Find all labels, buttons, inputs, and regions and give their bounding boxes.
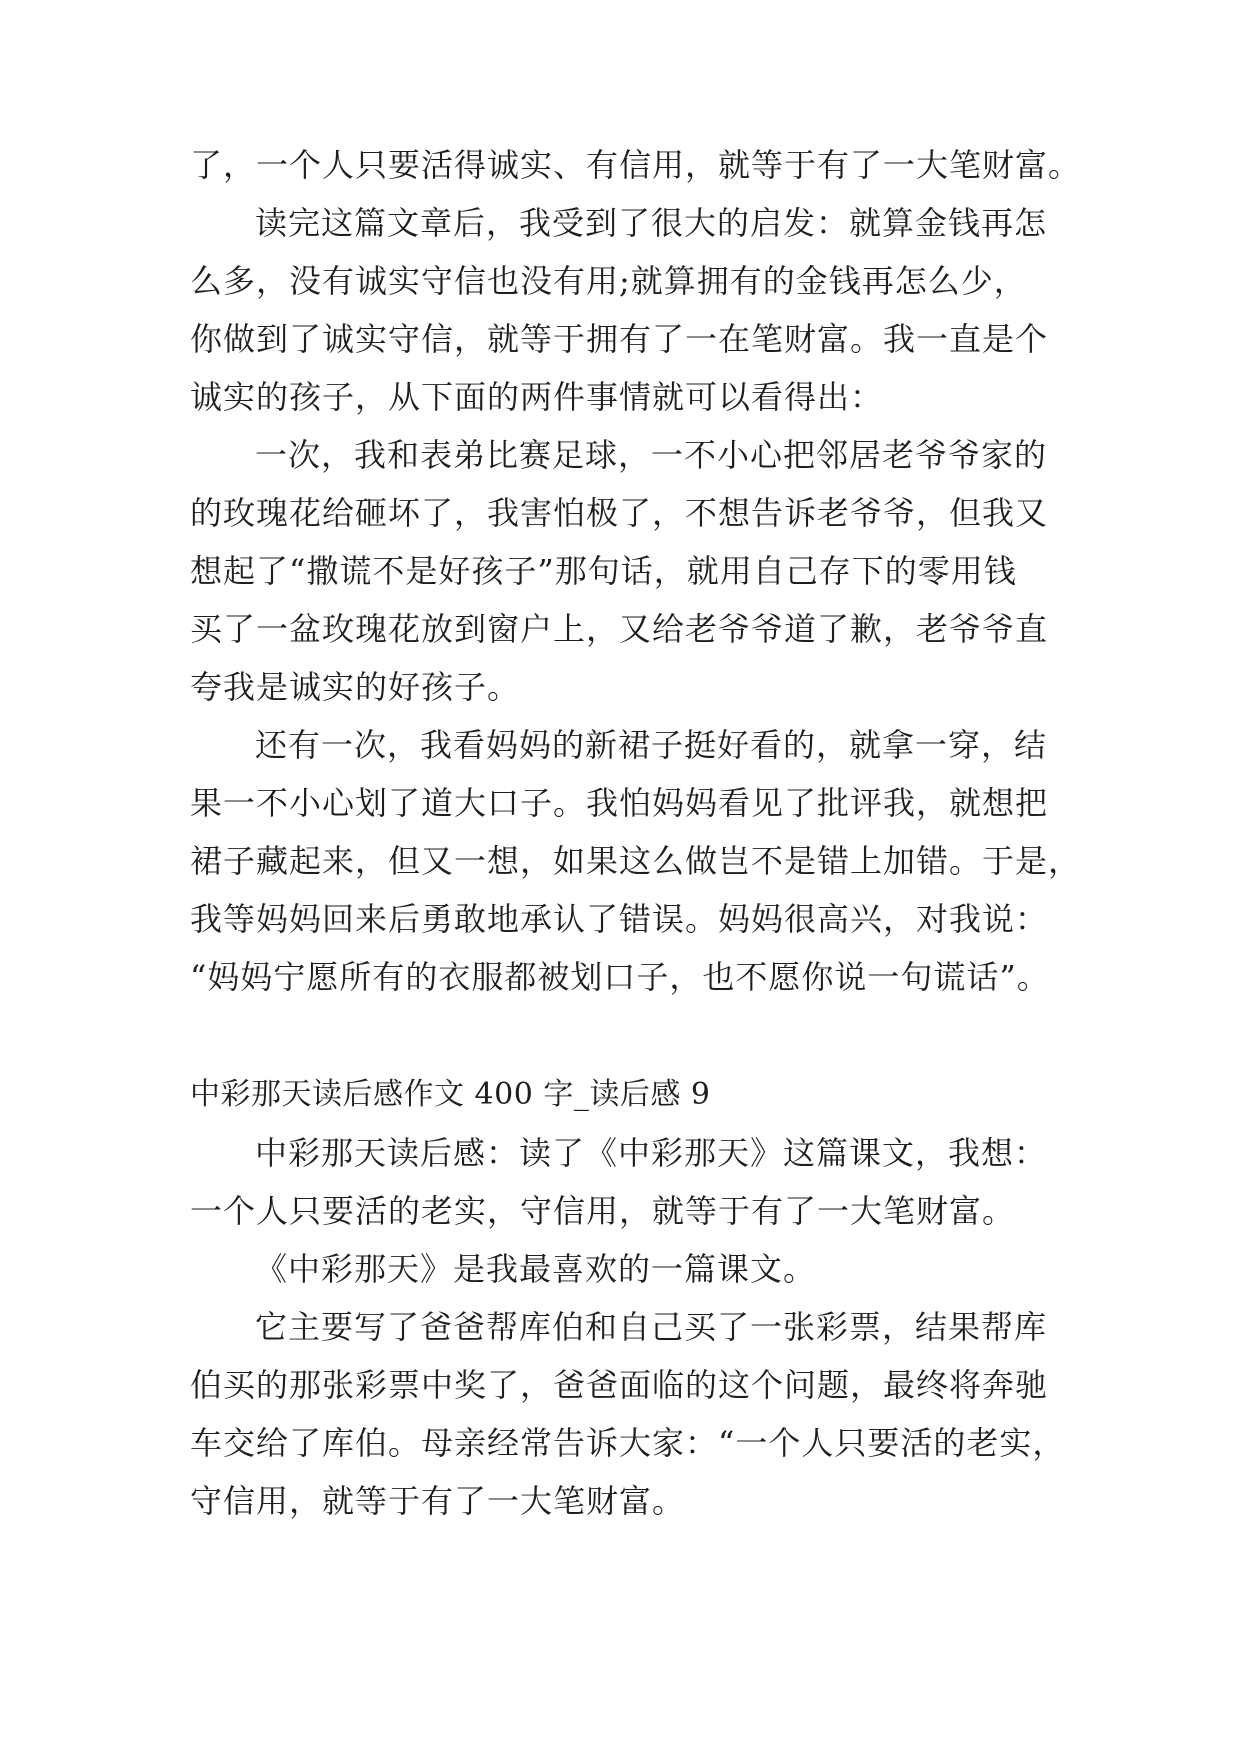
text-line: 《中彩那天》是我最喜欢的一篇课文。 — [255, 1250, 817, 1288]
text-line: 它主要写了爸爸帮库伯和自己买了一张彩票，结果帮库 — [255, 1308, 1048, 1346]
text-line: 一个人只要活的老实，守信用，就等于有了一大笔财富。 — [190, 1192, 1016, 1230]
text-line: “妈妈宁愿所有的衣服都被划口子，也不愿你说一句谎话”。 — [190, 958, 1050, 996]
text-line: 车交给了库伯。母亲经常告诉大家：“一个人只要活的老实， — [190, 1424, 1066, 1462]
text-line: 的玫瑰花给砸坏了，我害怕极了，不想告诉老爷爷，但我又 — [190, 494, 1049, 532]
text-line: 一次，我和表弟比赛足球，一不小心把邻居老爷爷家的 — [255, 436, 1048, 474]
text-line: 还有一次，我看妈妈的新裙子挺好看的，就拿一穿，结 — [255, 726, 1048, 764]
text-line: 守信用，就等于有了一大笔财富。 — [190, 1482, 686, 1520]
text-line: 想起了“撒谎不是好孩子”那句话，就用自己存下的零用钱 — [190, 552, 1017, 590]
text-line: 诚实的孩子，从下面的两件事情就可以看得出： — [190, 378, 884, 416]
text-line: 么多，没有诚实守信也没有用;就算拥有的金钱再怎么少， — [190, 262, 1027, 300]
text-line: 伯买的那张彩票中奖了，爸爸面临的这个问题，最终将奔驰 — [190, 1366, 1049, 1404]
text-line: 中彩那天读后感：读了《中彩那天》这篇课文，我想： — [255, 1134, 1048, 1172]
text-line: 你做到了诚实守信，就等于拥有了一在笔财富。我一直是个 — [190, 320, 1049, 358]
text-line: 读完这篇文章后，我受到了很大的启发：就算金钱再怎 — [255, 204, 1048, 242]
text-line: 果一不小心划了道大口子。我怕妈妈看见了批评我，就想把 — [190, 784, 1049, 822]
text-line: 我等妈妈回来后勇敢地承认了错误。妈妈很高兴，对我说： — [190, 900, 1049, 938]
text-line: 买了一盆玫瑰花放到窗户上，又给老爷爷道了歉，老爷爷直 — [190, 610, 1049, 648]
text-line: 夸我是诚实的好孩子。 — [190, 668, 521, 706]
text-line: 了，一个人只要活得诚实、有信用，就等于有了一大笔财富。 — [190, 146, 1082, 184]
section-heading: 中彩那天读后感作文 400 字_读后感 9 — [190, 1077, 711, 1112]
text-line: 裙子藏起来，但又一想，如果这么做岂不是错上加错。于是， — [190, 842, 1082, 880]
